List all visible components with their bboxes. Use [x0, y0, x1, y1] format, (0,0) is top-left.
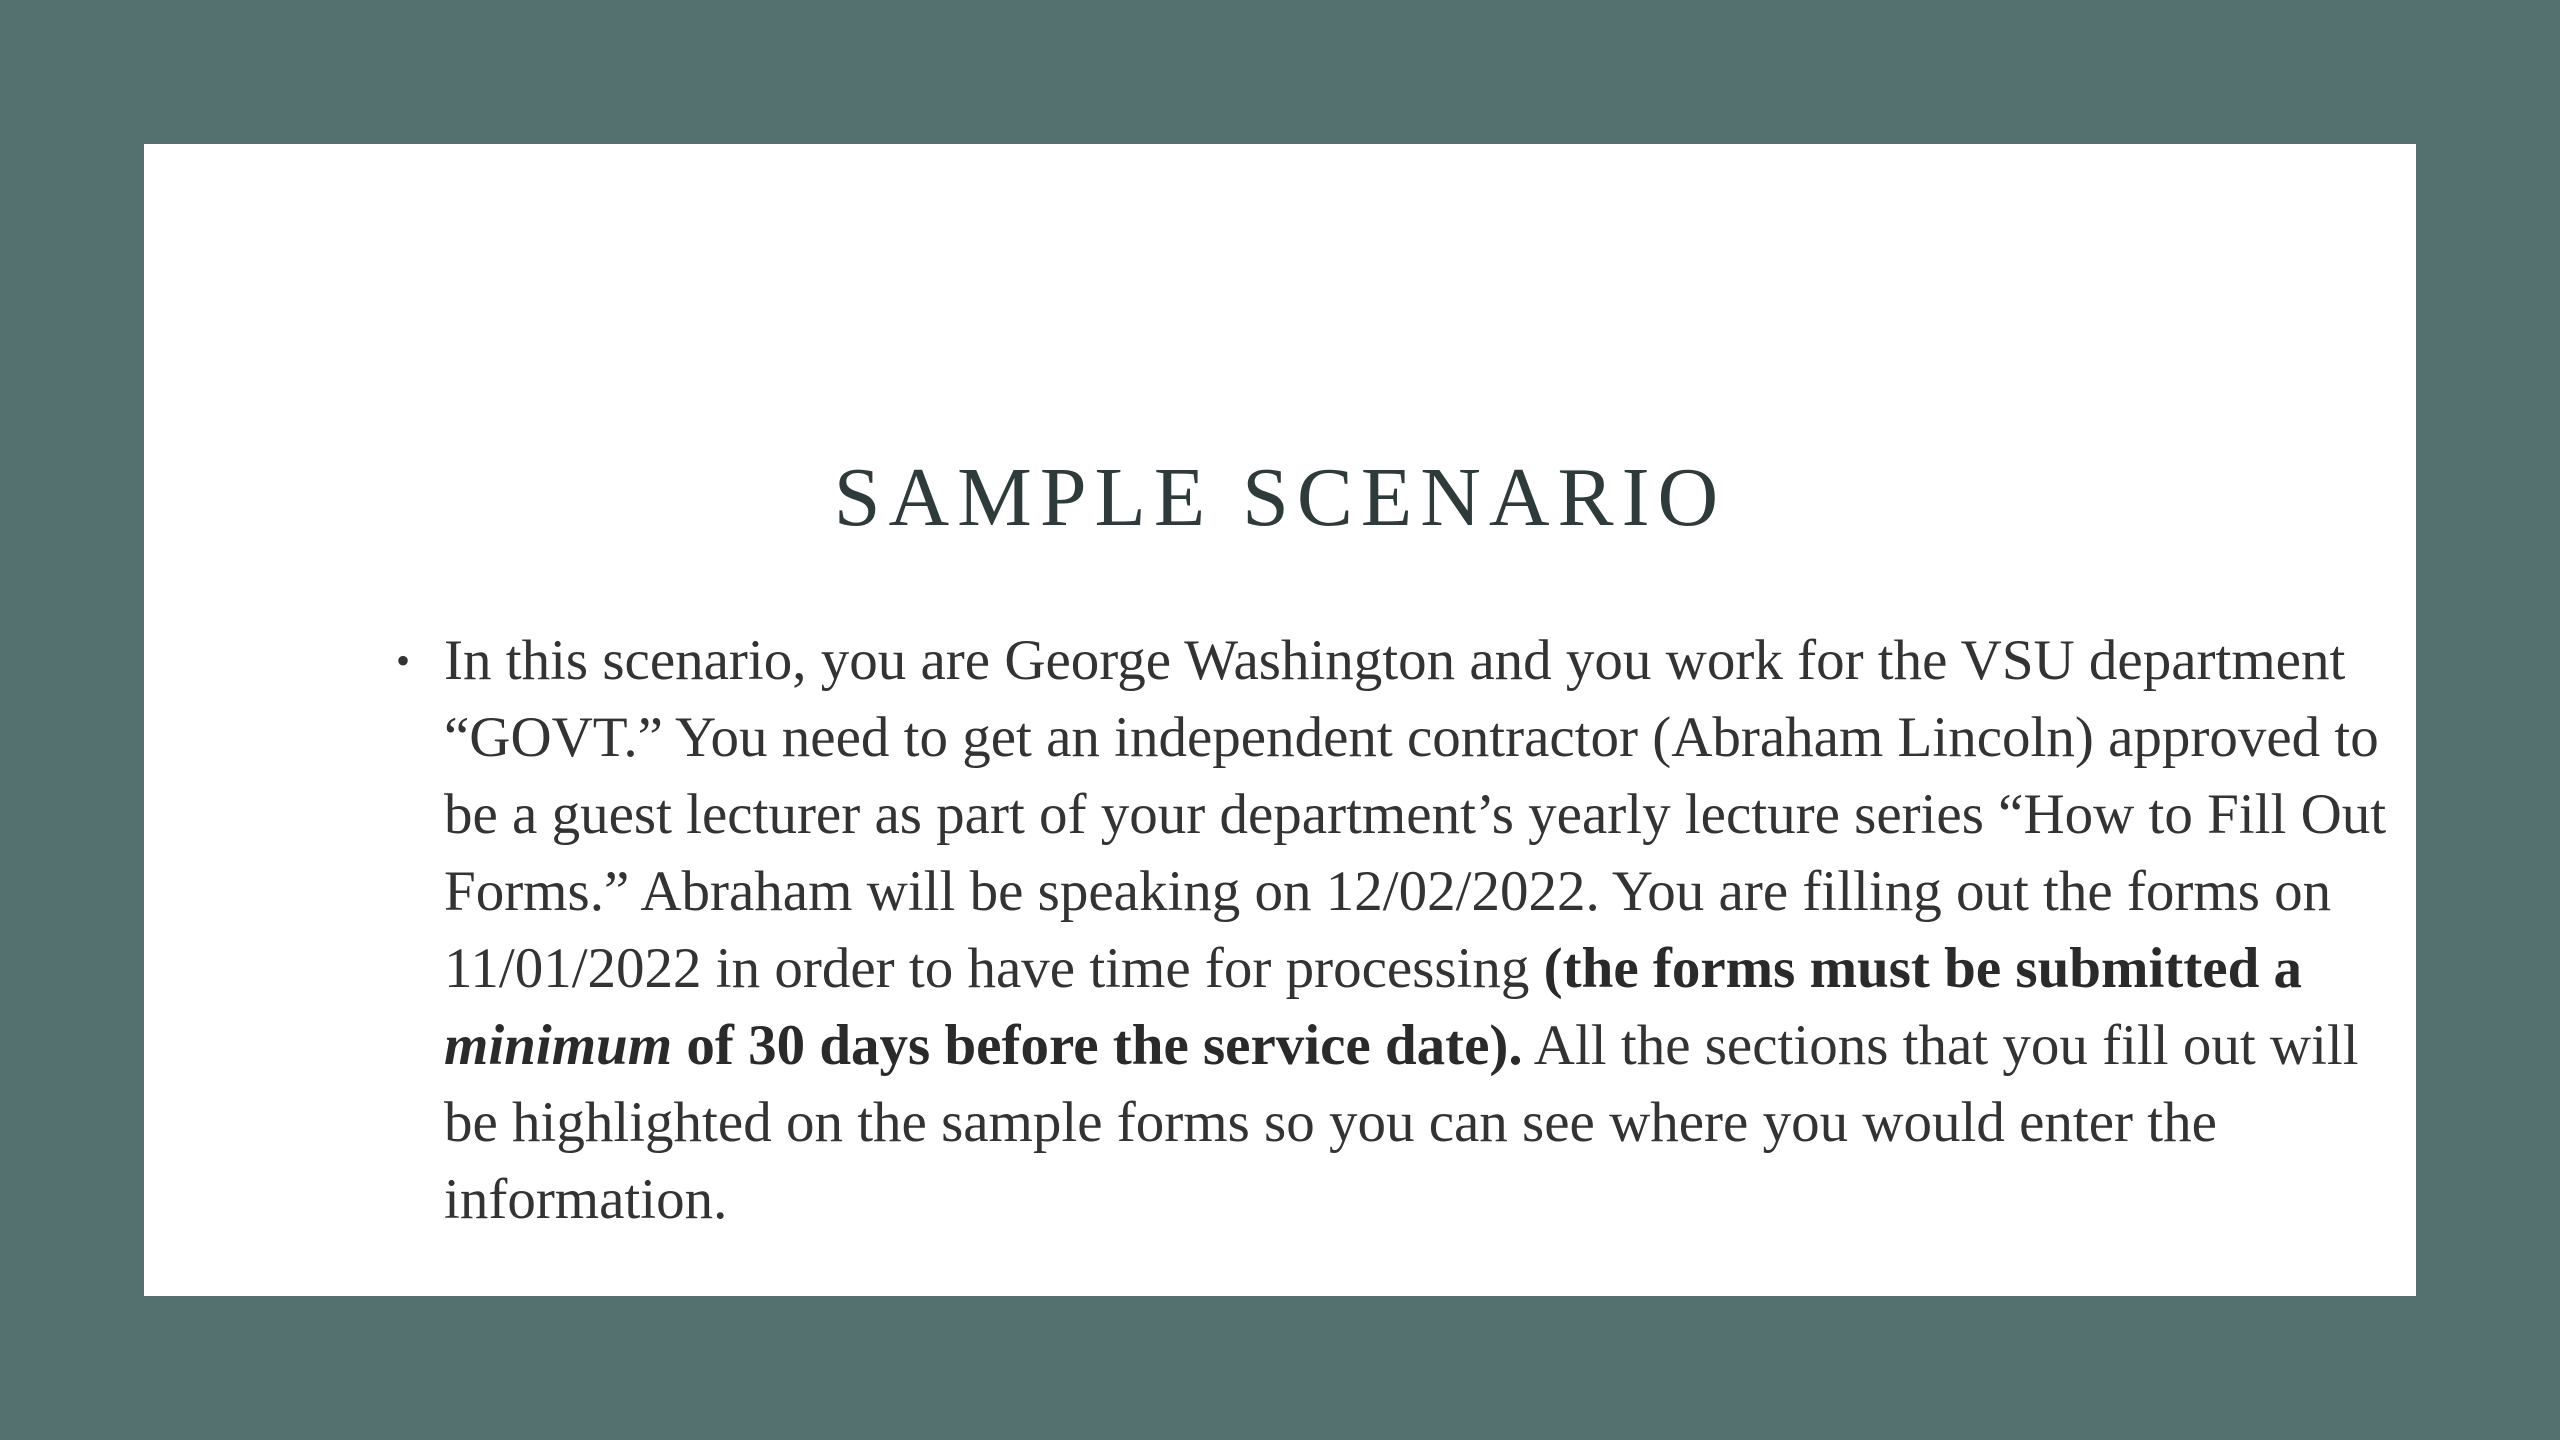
deadline-note-bold: (the forms must be submitted a [1543, 937, 2303, 1000]
minimum-emphasis: minimum [444, 1014, 673, 1077]
scenario-paragraph [444, 622, 2404, 1238]
scenario-text-outro: All the sections that you fill out will be highlighted on the sample forms so you can see where you would enter the information. [444, 1014, 2359, 1231]
slide-card [144, 144, 2416, 1296]
deadline-note-bold-end: of 30 days before the service date). [672, 1014, 1523, 1077]
scenario-text-intro: In this scenario, you are George Washington and you work for the VSU department “GOVT.” You need to get an independent contractor (Abraham Lincoln) approved to be a guest lecturer as part of your department’s yearly lecture series “How to Fill Out Forms.” Abraham will be speaking on 12/02/2022. You are filling out the forms on 11/01/2022 in order to have time for processing [444, 629, 2387, 1000]
bullet-list [396, 622, 2404, 1238]
bullet-icon: • [396, 638, 411, 683]
slide-title: SAMPLE SCENARIO [833, 451, 1727, 544]
scenario-bullet [396, 622, 2404, 1238]
